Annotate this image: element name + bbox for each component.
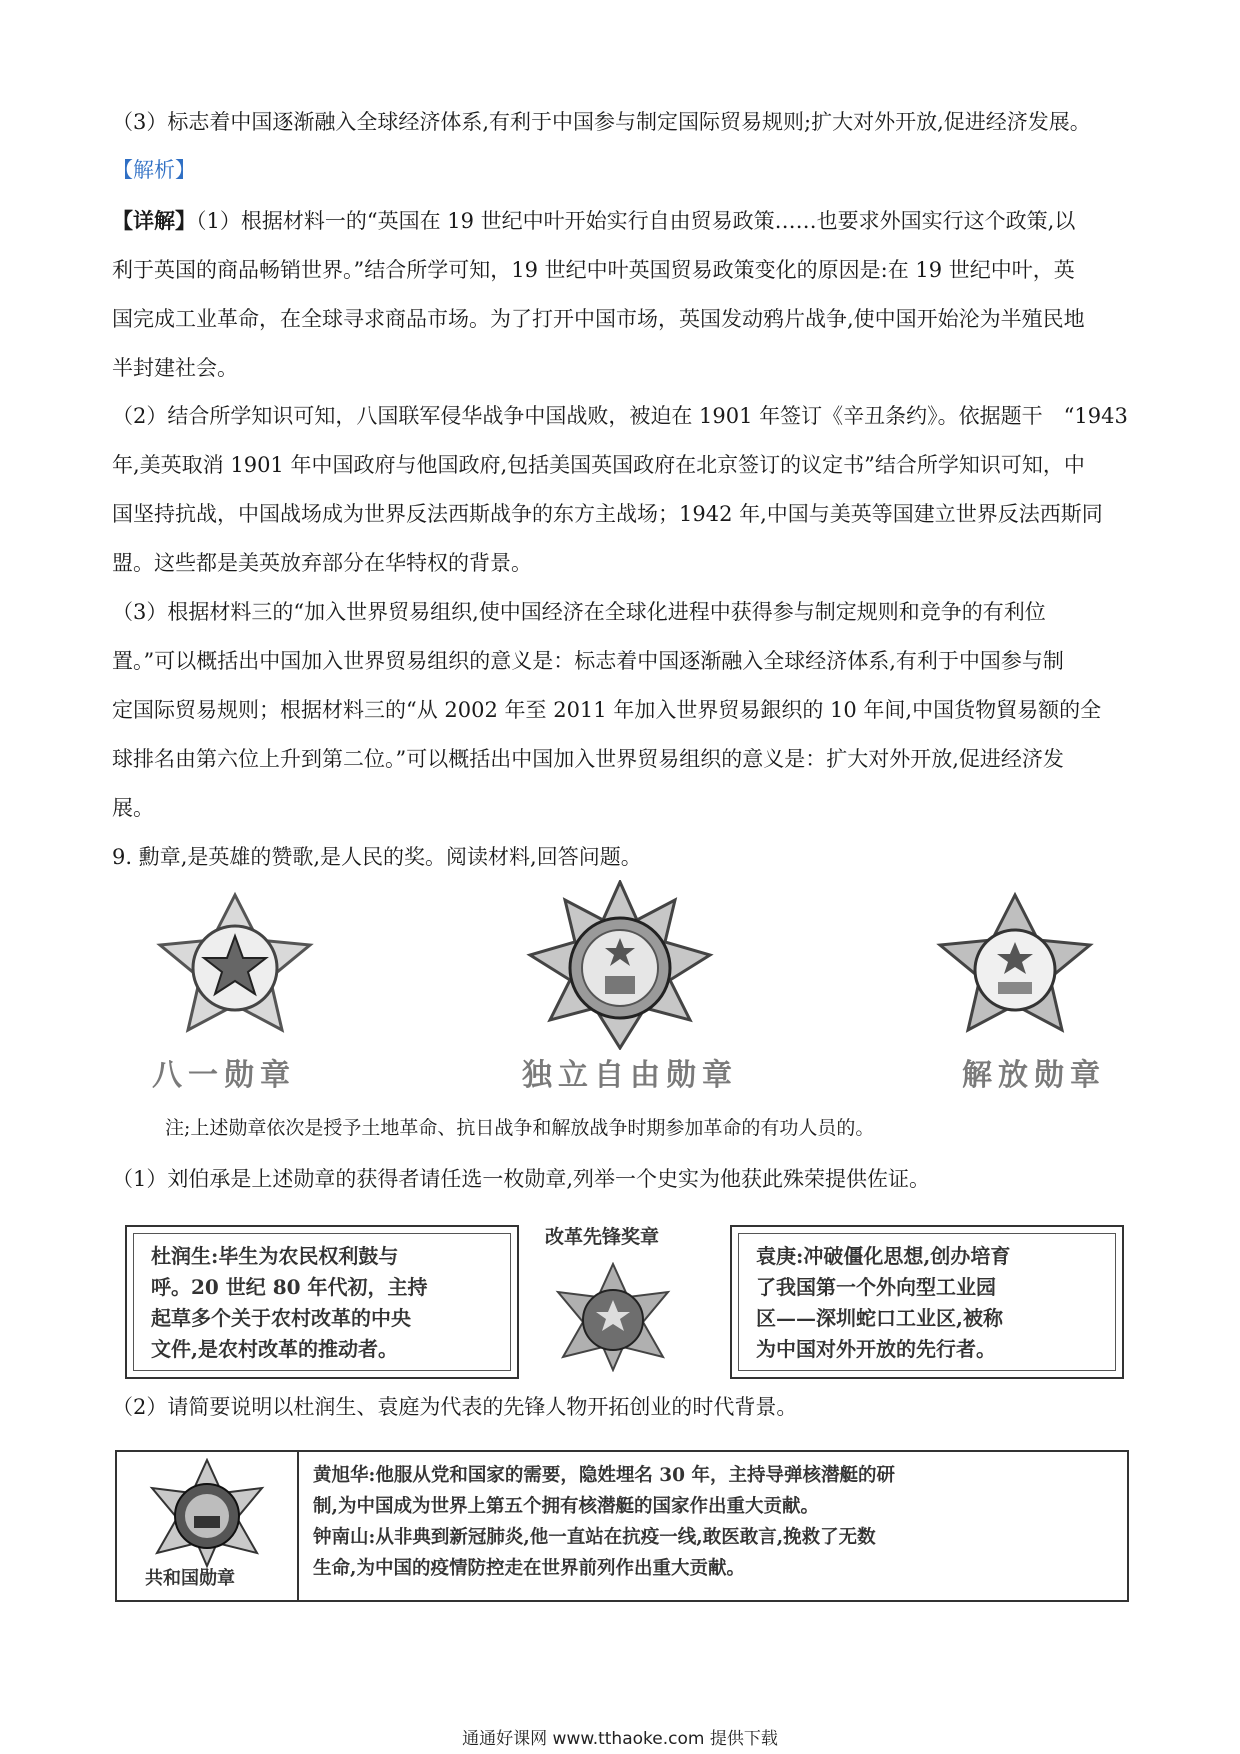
du-runsheng-text: 杜润生:毕生为农民权利鼓与 呼。20 世纪 80 年代初，主持 起草多个关于农村改革的中央 文件,是农村改革的推动者。 (151, 1244, 428, 1361)
question-9: 9. 勳章,是英雄的赞歌,是人民的奖。阅读材料,回答问题。 (112, 845, 642, 869)
footer-source: 通通好课网 www.tthaoke.com 提供下载 (462, 1729, 778, 1749)
question-9-1: （1）刘伯承是上述勋章的获得者请任选一枚勋章,列举一个史实为他获此殊荣提供佐证。 (112, 1167, 931, 1191)
analysis-label: 【解析】 (112, 158, 196, 182)
medal-caption-liberation: 解放勋章 (962, 1058, 1106, 1093)
detail-paragraph-3: （3）根据材料三的“加入世界贸易组织,使中国经济在全球化进程中获得参与制定规则和竞争的有利位 置。”可以概括出中国加入世界贸易组织的意义是：标志着中国逐渐融入全球经济体系,有利于中国参与制 定国际贸易规则；根据材料三的“从 2002 年至 2011 年加入世界贸易銀织的 10 年间,中国货物貿易额的全 球排名由第六位上升到第二位。”可以概括出中国加入世界贸易组织的意义是：扩大对外开放,促进经济发 展。 (112, 600, 1102, 820)
detail-paragraph-1: 【详解】（1）根据材料一的“英国在 19 世纪中叶开始实行自由贸易政策……也要求外国实行这个政策,以 利于英国的商品畅销世界。”结合所学可知，19 世纪中叶英国贸易政策变化的原因是:在 19 世纪中叶，英 国完成工业革命，在全球寻求商品市场。为了打开中国市场，英国发动鸦片战争,使中国开始沦为半殖民地 半封建社会。 (112, 208, 1085, 380)
medals-note: 注;上述勋章依次是授予土地革命、抗日战争和解放战争时期参加革命的有功人员的。 (165, 1117, 875, 1139)
du-runsheng-box (125, 1225, 519, 1379)
detail-label: 【详解】 (112, 208, 196, 233)
medals-figure (0, 880, 1240, 1100)
question-9-2: （2）请简要说明以杜润生、袁庭为代表的先锋人物开拓创业的时代背景。 (112, 1395, 798, 1419)
yuan-geng-text: 袁庚:冲破僵化思想,创办培育 了我国第一个外向型工业园 区——深圳蛇口工业区,被称 为中国对外开放的先行者。 (756, 1244, 1011, 1361)
republic-medal-icon (142, 1458, 272, 1568)
bayi-medal-icon (150, 890, 320, 1040)
medal-caption-independence: 独立自由勋章 (522, 1058, 738, 1093)
reform-medal-icon (548, 1262, 678, 1372)
answer-3-line (112, 98, 1132, 147)
reform-medal-title: 改革先锋奖章 (545, 1226, 660, 1248)
liberation-medal-icon (930, 890, 1100, 1040)
republic-medal-caption: 共和国勋章 (145, 1568, 235, 1589)
republic-medal-cell (117, 1452, 299, 1600)
detail-paragraph-2: （2）结合所学知识可知，八国联军侵华战争中国战败，被迫在 1901 年签订《辛丑条约》。依据题干 “1943 年,美英取消 1901 年中国政府与他国政府,包括美国英国政府在北京签订的议定书”结合所学知识可知，中 国坚持抗战，中国战场成为世界反法西斯战争的东方主战场；1942 年,中国与美英等国建立世界反法西斯同 盟。这些都是美英放弃部分在华特权的背景。 (112, 404, 1128, 575)
medal-caption-bayi: 八一勋章 (152, 1058, 296, 1093)
republic-medal-table (115, 1450, 1129, 1602)
republic-medal-text: 黄旭华:他服从党和国家的需要，隐姓埋名 30 年，主持导弹核潜艇的研 制,为中国成为世界上第五个拥有核潜艇的国家作出重大贡献。 钟南山:从非典到新冠肺炎,他一直站在抗疫一线,敢医敢言,挽救了无数 生命,为中国的疫情防控走在世界前列作出重大贡献。 (313, 1465, 895, 1579)
independence-medal-icon (525, 880, 715, 1050)
yuan-geng-box (730, 1225, 1124, 1379)
text-line: （3）标志着中国逐渐融入全球经济体系,有利于中国参与制定国际贸易规则;扩大对外开放,促进经济发展。 (112, 110, 1091, 134)
